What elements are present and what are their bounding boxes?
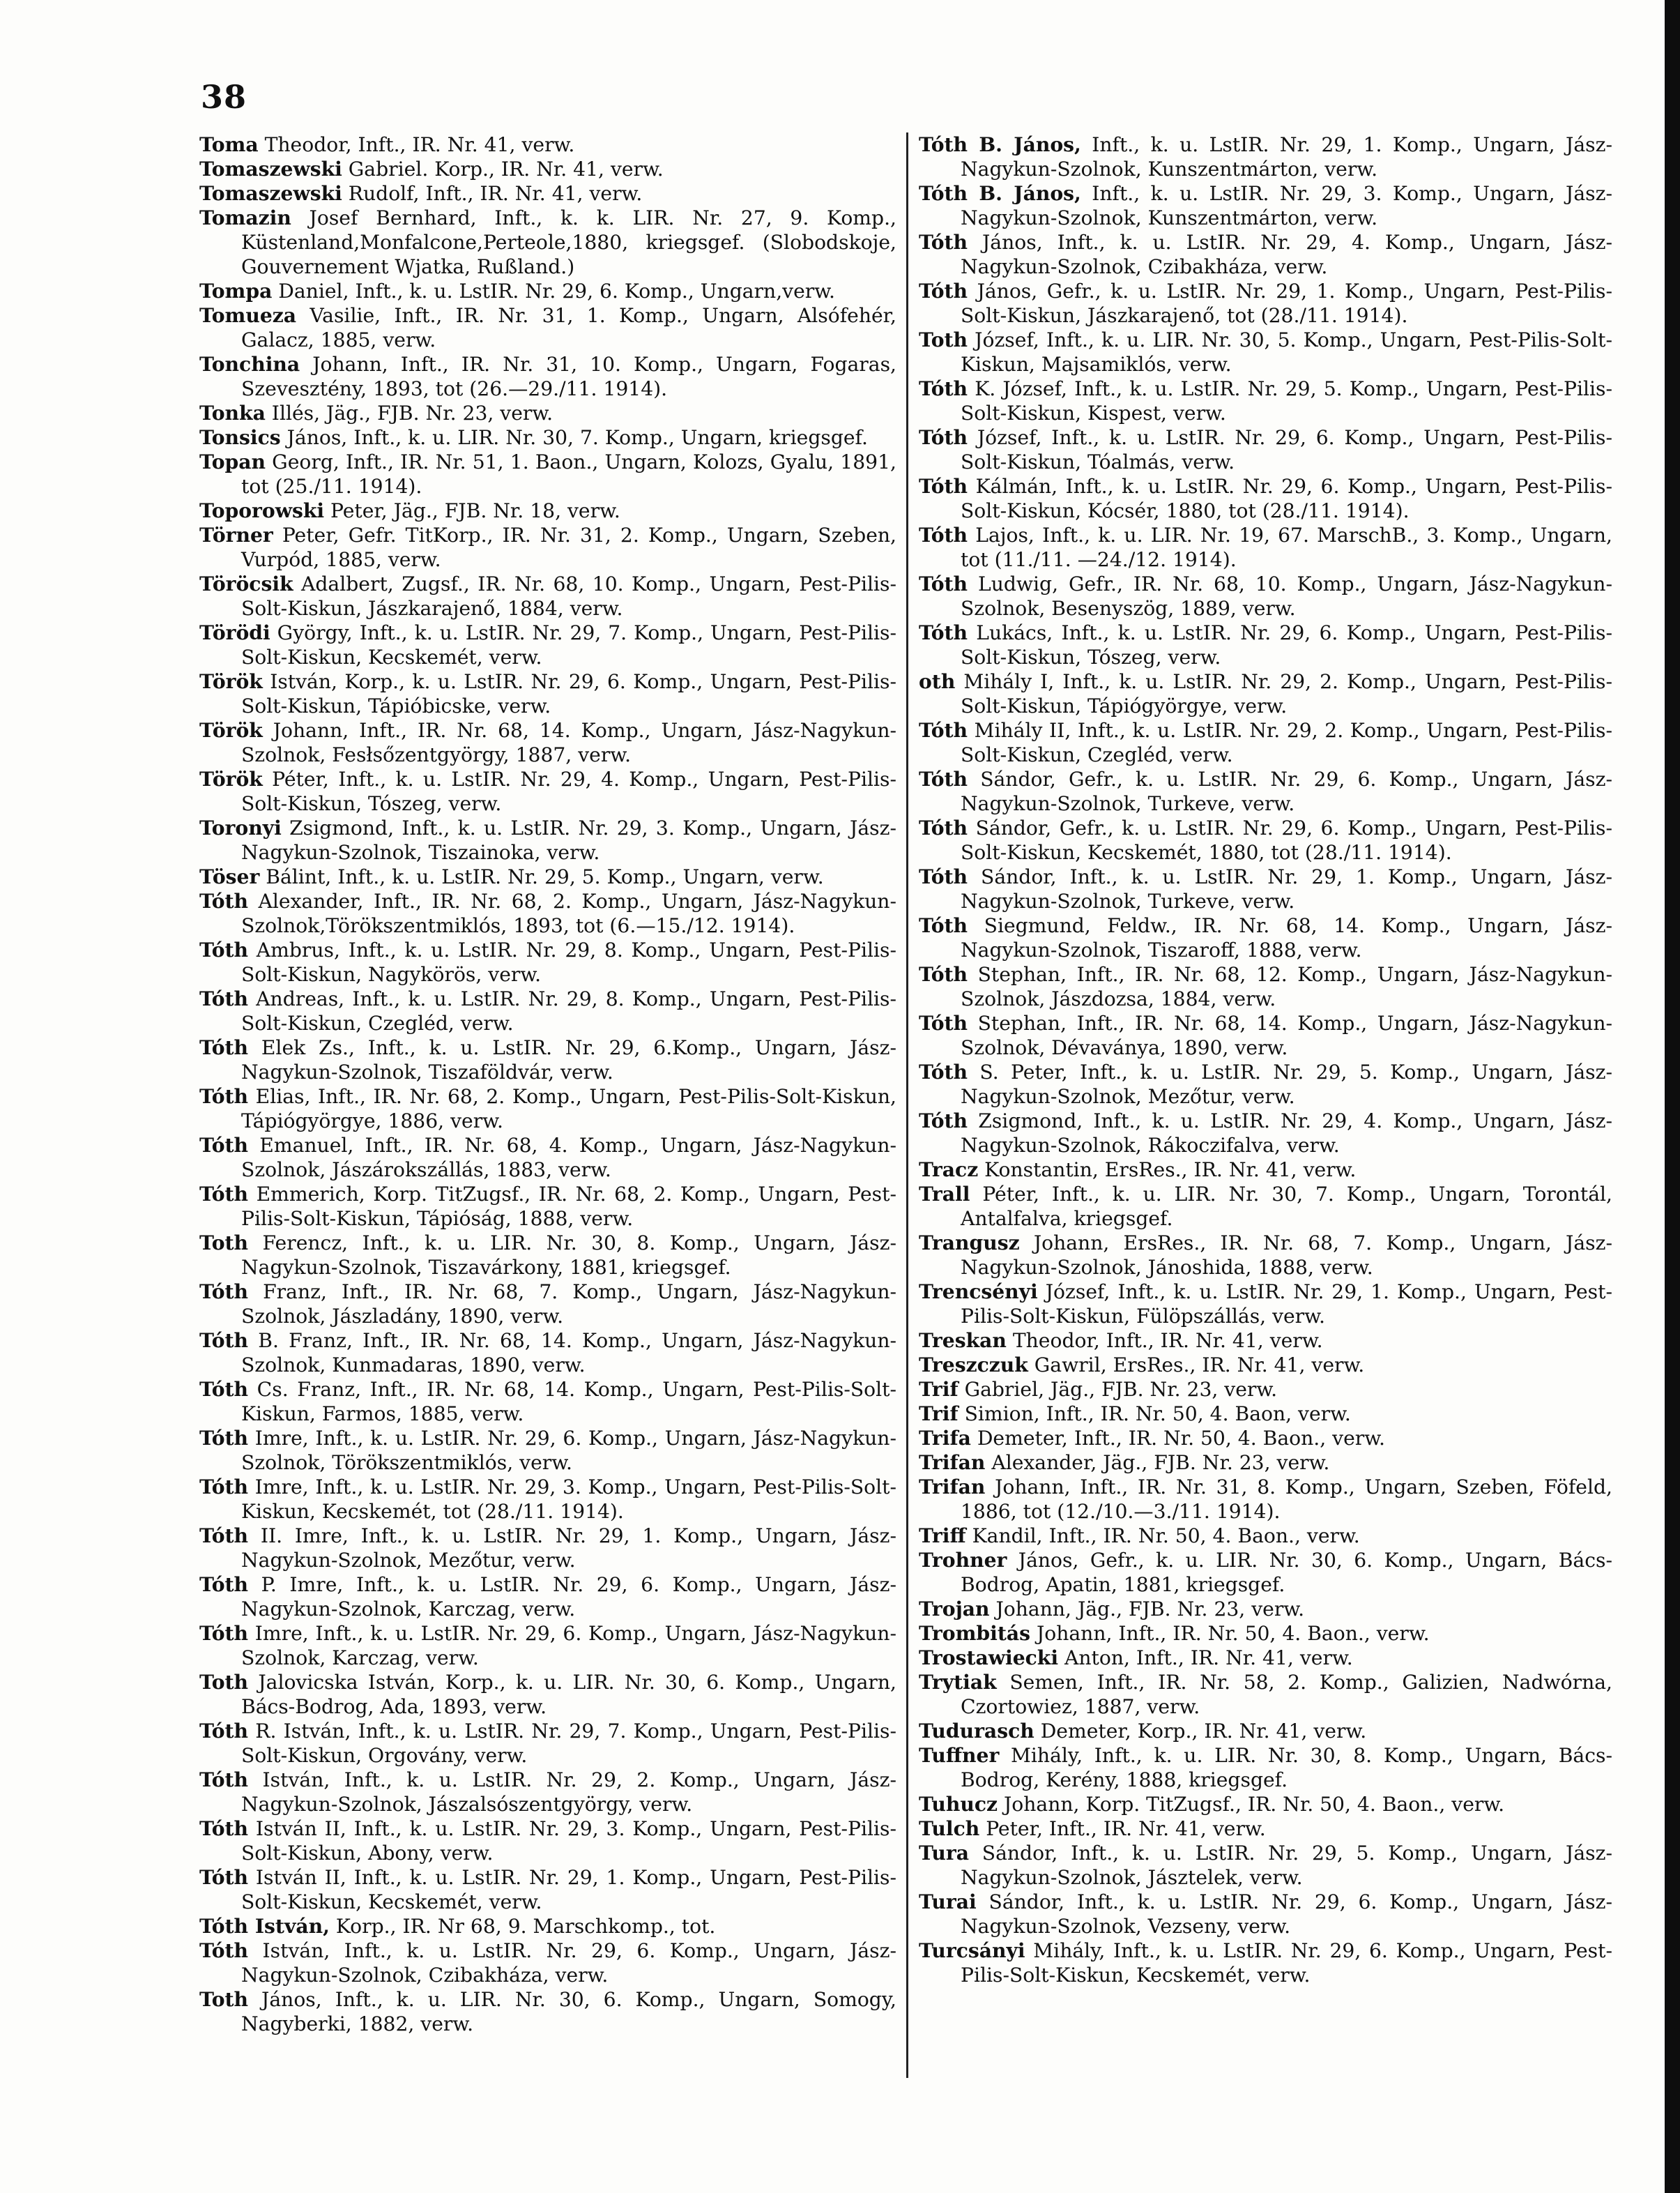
entry-details: Franz, Inft., IR. Nr. 68, 7. Komp., Ungarn, Jász-Nagykun-Szolnok, Jászladány, 1890, verw. (241, 1280, 896, 1328)
entry-details: Peter, Inft., IR. Nr. 41, verw. (979, 1817, 1266, 1840)
entry-surname: Tóth (199, 1036, 249, 1059)
entry-details: Daniel, Inft., k. u. LstIR. Nr. 29, 6. Komp., Ungarn,verw. (272, 280, 835, 303)
register-entry (199, 279, 896, 303)
entry-details: Sándor, Inft., k. u. LstIR. Nr. 29, 5. Komp., Ungarn, Jász-Nagykun-Szolnok, Jásztelek, verw. (961, 1842, 1612, 1889)
entry-surname: Tóth (199, 1085, 249, 1108)
entry-details: Konstantin, ErsRes., IR. Nr. 41, verw. (978, 1158, 1357, 1181)
entry-details: Ferencz, Inft., k. u. LIR. Nr. 30, 8. Komp., Ungarn, Jász-Nagykun-Szolnok, Tiszavárkony, 1881, kriegsgef. (241, 1231, 896, 1279)
register-entry (919, 474, 1612, 523)
register-entry (919, 1719, 1612, 1743)
register-entry (199, 352, 896, 401)
entry-surname: Trifan (919, 1475, 986, 1498)
entry-surname: Tóth (199, 939, 249, 962)
register-entry (919, 1890, 1612, 1938)
entry-surname: Tura (919, 1842, 969, 1865)
register-entry (919, 1060, 1612, 1109)
entry-details: Mihály II, Inft., k. u. LstIR. Nr. 29, 2. Komp., Ungarn, Pest-Pilis-Solt-Kiskun, Czegléd, verw. (961, 719, 1612, 766)
register-entry (199, 1182, 896, 1231)
entry-surname: Trifan (919, 1451, 986, 1474)
register-entry (199, 987, 896, 1035)
entry-surname: Tóth (919, 719, 968, 742)
entry-details: Sándor, Inft., k. u. LstIR. Nr. 29, 6. Komp., Ungarn, Jász-Nagykun-Szolnok, Vezseny, verw. (961, 1890, 1612, 1938)
entry-surname: Trall (919, 1183, 970, 1206)
entry-details: Lajos, Inft., k. u. LIR. Nr. 19, 67. MarschB., 3. Komp., Ungarn, tot (11./11. —24./12. 1914). (961, 524, 1612, 571)
register-entry (199, 889, 896, 938)
register-entry (919, 1328, 1612, 1353)
entry-surname: Tóth (199, 1622, 249, 1645)
entry-surname: Tóth (919, 621, 968, 644)
register-entry (919, 1402, 1612, 1426)
entry-details: Inft., k. u. LstIR. Nr. 29, 3. Komp., Ungarn, Jász-Nagykun-Szolnok, Kunszentmárton, verw. (961, 182, 1612, 229)
entry-surname: Tomaszewski (199, 182, 342, 205)
register-entry (199, 572, 896, 621)
register-entry (919, 669, 1612, 718)
entry-surname: Treszczuk (919, 1353, 1028, 1376)
register-entry (919, 962, 1612, 1011)
register-entry (199, 523, 896, 572)
register-entry (199, 1231, 896, 1280)
entry-surname: Tóth (919, 817, 968, 840)
entry-details: Péter, Inft., k. u. LIR. Nr. 30, 7. Komp., Ungarn, Torontál, Antalfalva, kriegsgef. (961, 1183, 1612, 1230)
register-entry (199, 767, 896, 816)
entry-details: István, Korp., k. u. LstIR. Nr. 29, 6. Komp., Ungarn, Pest-Pilis-Solt-Kiskun, Tápióbicske, verw. (241, 670, 896, 718)
entry-surname: Trif (919, 1378, 959, 1401)
entry-surname: Turai (919, 1890, 977, 1913)
register-entry (919, 1670, 1612, 1719)
entry-details: János, Gefr., k. u. LstIR. Nr. 29, 1. Komp., Ungarn, Pest-Pilis-Solt-Kiskun, Jászkarajenő, tot (28./11. 1914). (961, 280, 1612, 327)
entry-surname: Treskan (919, 1329, 1007, 1352)
register-entry (919, 1109, 1612, 1158)
register-entry (199, 303, 896, 352)
register-entry (919, 913, 1612, 962)
entry-surname: Tóth (199, 1475, 249, 1498)
register-entry (199, 1621, 896, 1670)
entry-surname: Toporowski (199, 499, 325, 522)
entry-surname: Turcsányi (919, 1939, 1025, 1962)
register-entry (199, 401, 896, 425)
entry-surname: Tóth (199, 1768, 249, 1791)
entry-surname: oth (919, 670, 956, 693)
register-entry (199, 816, 896, 865)
entry-details: Siegmund, Feldw., IR. Nr. 68, 14. Komp., Ungarn, Jász-Nagykun-Szolnok, Tiszaroff, 1888, verw. (961, 914, 1612, 962)
register-entry (199, 450, 896, 499)
register-entry (919, 1841, 1612, 1890)
register-entry (199, 1035, 896, 1084)
entry-surname: Toma (199, 133, 259, 156)
entry-surname: Tomueza (199, 304, 297, 327)
entry-surname: Tóth (919, 1061, 968, 1084)
register-entry (199, 1572, 896, 1621)
entry-surname: Tompa (199, 280, 273, 303)
register-entry (919, 572, 1612, 621)
entry-surname: Tóth (199, 1939, 249, 1962)
register-entry (199, 1084, 896, 1133)
entry-surname: Topan (199, 450, 266, 473)
entry-details: János, Inft., k. u. LIR. Nr. 30, 6. Komp., Ungarn, Somogy, Nagyberki, 1882, verw. (241, 1988, 896, 2035)
entry-surname: Trombitás (919, 1622, 1030, 1645)
entry-surname: Tóth (199, 1280, 249, 1303)
entry-details: Josef Bernhard, Inft., k. k. LIR. Nr. 27, 9. Komp., Küstenland,Monfalcone,Perteole,1880, kriegsgef. (Slobodskoje, Gouvernement Wjatka, Rußland.) (241, 206, 896, 278)
entry-details: Stephan, Inft., IR. Nr. 68, 14. Komp., Ungarn, Jász-Nagykun-Szolnok, Dévaványa, 1890, verw. (961, 1012, 1612, 1059)
entry-surname: Tóth (199, 1329, 249, 1352)
entry-surname: Tonka (199, 402, 266, 425)
entry-details: Johann, Inft., IR. Nr. 50, 4. Baon., verw. (1030, 1622, 1430, 1645)
register-entry (199, 1938, 896, 1987)
register-entry (919, 1646, 1612, 1670)
entry-details: Zsigmond, Inft., k. u. LstIR. Nr. 29, 4. Komp., Ungarn, Jász-Nagykun-Szolnok, Rákoczifalva, verw. (961, 1109, 1612, 1157)
entry-details: Péter, Inft., k. u. LstIR. Nr. 29, 4. Komp., Ungarn, Pest-Pilis-Solt-Kiskun, Tószeg, verw. (241, 768, 896, 815)
register-entry (919, 1597, 1612, 1621)
left-column (199, 132, 896, 2036)
entry-details: Elias, Inft., IR. Nr. 68, 2. Komp., Ungarn, Pest-Pilis-Solt-Kiskun, Tápiógyörgye, 1886, verw. (241, 1085, 896, 1132)
entry-surname: Tóth (919, 426, 968, 449)
entry-details: Emmerich, Korp. TitZugsf., IR. Nr. 68, 2. Komp., Ungarn, Pest-Pilis-Solt-Kiskun, Tápióság, 1888, verw. (241, 1183, 896, 1230)
entry-surname: Török (199, 670, 263, 693)
register-entry (919, 1475, 1612, 1524)
register-entry (199, 1670, 896, 1719)
entry-details: Peter, Gefr. TitKorp., IR. Nr. 31, 2. Komp., Ungarn, Szeben, Vurpód, 1885, verw. (241, 524, 896, 571)
entry-surname: Tuffner (919, 1744, 1000, 1767)
register-entry (199, 1816, 896, 1865)
entry-details: Imre, Inft., k. u. LstIR. Nr. 29, 6. Komp., Ungarn, Jász-Nagykun-Szolnok, Törökszentmiklós, verw. (241, 1427, 896, 1474)
entry-surname: Toth (199, 1231, 249, 1254)
register-entry (199, 1475, 896, 1524)
entry-surname: Tóth (199, 1524, 249, 1547)
entry-surname: Tóth (199, 1427, 249, 1450)
register-entry (919, 1524, 1612, 1548)
entry-details: B. Franz, Inft., IR. Nr. 68, 14. Komp., Ungarn, Jász-Nagykun-Szolnok, Kunmadaras, 1890, verw. (241, 1329, 896, 1376)
entry-details: Gawril, ErsRes., IR. Nr. 41, verw. (1028, 1353, 1365, 1376)
entry-details: Demeter, Inft., IR. Nr. 50, 4. Baon., verw. (970, 1427, 1385, 1450)
register-entry (919, 816, 1612, 865)
register-entry (919, 132, 1612, 181)
entry-details: Emanuel, Inft., IR. Nr. 68, 4. Komp., Ungarn, Jász-Nagykun-Szolnok, Jászárokszállás, 1883, verw. (241, 1134, 896, 1181)
entry-surname: Tóth (919, 865, 968, 888)
register-entry (919, 1377, 1612, 1402)
entry-surname: Tóth (919, 475, 968, 498)
register-entry (919, 1743, 1612, 1792)
entry-details: Johann, Inft., IR. Nr. 31, 8. Komp., Ungarn, Szeben, Föfeld, 1886, tot (12./10.—3./11. 1914). (961, 1475, 1612, 1523)
entry-surname: Töröcsik (199, 572, 293, 595)
register-entry (919, 1158, 1612, 1182)
entry-details: Stephan, Inft., IR. Nr. 68, 12. Komp., Ungarn, Jász-Nagykun-Szolnok, Jászdozsa, 1884, verw. (961, 963, 1612, 1010)
register-entry (199, 1328, 896, 1377)
register-entry (919, 328, 1612, 377)
register-entry (199, 1865, 896, 1914)
register-entry (919, 1426, 1612, 1450)
register-entry (199, 499, 896, 523)
entry-details: S. Peter, Inft., k. u. LstIR. Nr. 29, 5. Komp., Ungarn, Jász-Nagykun-Szolnok, Mezőtur, verw. (961, 1061, 1612, 1108)
entry-details: Jalovicska István, Korp., k. u. LIR. Nr. 30, 6. Komp., Ungarn, Bács-Bodrog, Ada, 1893, verw. (241, 1671, 896, 1718)
register-entry (199, 206, 896, 279)
entry-details: Adalbert, Zugsf., IR. Nr. 68, 10. Komp., Ungarn, Pest-Pilis-Solt-Kiskun, Jászkarajenő, 1884, verw. (241, 572, 896, 620)
entry-details: Georg, Inft., IR. Nr. 51, 1. Baon., Ungarn, Kolozs, Gyalu, 1891, tot (25./11. 1914). (241, 450, 896, 498)
register-entry (199, 1524, 896, 1572)
entry-details: R. István, Inft., k. u. LstIR. Nr. 29, 7. Komp., Ungarn, Pest-Pilis-Solt-Kiskun, Orgovány, verw. (241, 1720, 896, 1767)
entry-surname: Toth (199, 1988, 249, 2011)
entry-surname: Tóth (199, 1183, 249, 1206)
register-entry (919, 1353, 1612, 1377)
entry-details: Theodor, Inft., IR. Nr. 41, verw. (1006, 1329, 1323, 1352)
register-entry (199, 1914, 896, 1938)
entry-details: István II, Inft., k. u. LstIR. Nr. 29, 3. Komp., Ungarn, Pest-Pilis-Solt-Kiskun, Abony, verw. (241, 1817, 896, 1865)
entry-surname: Tudurasch (919, 1720, 1034, 1743)
register-entry (199, 1280, 896, 1328)
entry-details: István II, Inft., k. u. LstIR. Nr. 29, 1. Komp., Ungarn, Pest-Pilis-Solt-Kiskun, Kecskemét, verw. (241, 1866, 896, 1913)
entry-surname: Toth (919, 328, 968, 351)
entry-surname: Trif (919, 1402, 959, 1425)
register-entry (919, 1621, 1612, 1646)
entry-details: Vasilie, Inft., IR. Nr. 31, 1. Komp., Ungarn, Alsófehér, Galacz, 1885, verw. (241, 304, 896, 351)
entry-details: Kálmán, Inft., k. u. LstIR. Nr. 29, 6. Komp., Ungarn, Pest-Pilis-Solt-Kiskun, Kócsér, 1880, tot (28./11. 1914). (961, 475, 1612, 522)
register-entry (919, 1231, 1612, 1280)
entry-surname: Tuhucz (919, 1793, 998, 1816)
entry-details: Demeter, Korp., IR. Nr. 41, verw. (1034, 1720, 1367, 1743)
entry-surname: Tóth (919, 1012, 968, 1035)
entry-details: József, Inft., k. u. LstIR. Nr. 29, 6. Komp., Ungarn, Pest-Pilis-Solt-Kiskun, Tóalmás, verw. (961, 426, 1612, 473)
register-entry (199, 718, 896, 767)
register-entry (199, 1133, 896, 1182)
register-entry (919, 1280, 1612, 1328)
register-entry (199, 621, 896, 669)
entry-surname: Törödi (199, 621, 270, 644)
entry-surname: Trytiak (919, 1671, 997, 1694)
entry-details: Gabriel, Jäg., FJB. Nr. 23, verw. (958, 1378, 1278, 1401)
register-entry (199, 865, 896, 889)
entry-surname: Tóth (199, 1866, 249, 1889)
entry-surname: Török (199, 719, 263, 742)
register-entry (919, 1548, 1612, 1597)
register-entry (199, 1987, 896, 2036)
entry-surname: Tomazin (199, 206, 291, 229)
entry-details: Ambrus, Inft., k. u. LstIR. Nr. 29, 8. Komp., Ungarn, Pest-Pilis-Solt-Kiskun, Nagykörös, verw. (241, 939, 896, 986)
entry-details: János, Gefr., k. u. LIR. Nr. 30, 6. Komp., Ungarn, Bács-Bodrog, Apatin, 1881, kriegsgef. (961, 1549, 1612, 1596)
entry-details: Sándor, Gefr., k. u. LstIR. Nr. 29, 6. Komp., Ungarn, Jász-Nagykun-Szolnok, Turkeve, verw. (961, 768, 1612, 815)
entry-details: Johann, Inft., IR. Nr. 31, 10. Komp., Ungarn, Fogaras, Szevesztény, 1893, tot (26.—29./11. 1914). (241, 353, 896, 400)
entry-details: P. Imre, Inft., k. u. LstIR. Nr. 29, 6. Komp., Ungarn, Jász-Nagykun-Szolnok, Karczag, verw. (241, 1573, 896, 1621)
register-entry (199, 1768, 896, 1816)
entry-surname: Tóth István, (199, 1915, 330, 1938)
entry-surname: Tóth B. János, (919, 182, 1081, 205)
entry-surname: Tóth (919, 963, 968, 986)
entry-surname: Trohner (919, 1549, 1007, 1572)
entry-surname: Trencsényi (919, 1280, 1038, 1303)
entry-surname: Törner (199, 524, 273, 547)
right-column (919, 132, 1612, 1987)
register-entry (919, 1792, 1612, 1816)
entry-details: Johann, Jäg., FJB. Nr. 23, verw. (989, 1598, 1305, 1621)
register-entry (919, 230, 1612, 279)
register-entry (199, 157, 896, 181)
entry-details: Andreas, Inft., k. u. LstIR. Nr. 29, 8. Komp., Ungarn, Pest-Pilis-Solt-Kiskun, Czegléd, verw. (241, 987, 896, 1035)
register-entry (199, 669, 896, 718)
entry-details: Lukács, Inft., k. u. LstIR. Nr. 29, 6. Komp., Ungarn, Pest-Pilis-Solt-Kiskun, Tószeg, verw. (961, 621, 1612, 669)
entry-details: Gabriel. Korp., IR. Nr. 41, verw. (342, 158, 664, 181)
entry-surname: Török (199, 768, 263, 791)
entry-surname: Tóth (919, 572, 968, 595)
entry-surname: Tonsics (199, 426, 281, 449)
entry-details: Peter, Jäg., FJB. Nr. 18, verw. (324, 499, 620, 522)
entry-surname: Tóth (199, 1817, 249, 1840)
register-entry (919, 1938, 1612, 1987)
entry-surname: Tracz (919, 1158, 979, 1181)
entry-surname: Triff (919, 1524, 966, 1547)
scan-edge (1665, 0, 1680, 2193)
entry-surname: Tóth (919, 231, 968, 254)
entry-details: Korp., IR. Nr 68, 9. Marschkomp., tot. (329, 1915, 716, 1938)
entry-surname: Tonchina (199, 353, 300, 376)
column-divider (906, 132, 908, 2078)
entry-details: Anton, Inft., IR. Nr. 41, verw. (1058, 1646, 1353, 1669)
entry-surname: Tóth (199, 1378, 249, 1401)
entry-details: István, Inft., k. u. LstIR. Nr. 29, 6. Komp., Ungarn, Jász-Nagykun-Szolnok, Czibakháza, verw. (241, 1939, 896, 1987)
register-entry (199, 1426, 896, 1475)
entry-details: István, Inft., k. u. LstIR. Nr. 29, 2. Komp., Ungarn, Jász-Nagykun-Szolnok, Jászalsószentgyörgy, verw. (241, 1768, 896, 1816)
entry-surname: Tóth (199, 890, 249, 913)
entry-surname: Tóth (199, 1573, 249, 1596)
entry-details: József, Inft., k. u. LstIR. Nr. 29, 1. Komp., Ungarn, Pest-Pilis-Solt-Kiskun, Fülöpszállás, verw. (961, 1280, 1612, 1328)
register-entry (919, 377, 1612, 425)
entry-details: Mihály, Inft., k. u. LstIR. Nr. 29, 6. Komp., Ungarn, Pest-Pilis-Solt-Kiskun, Kecskemét, verw. (961, 1939, 1612, 1987)
entry-details: Alexander, Inft., IR. Nr. 68, 2. Komp., Ungarn, Jász-Nagykun-Szolnok,Törökszentmiklós, 1893, tot (6.—15./12. 1914). (241, 890, 896, 937)
register-entry (199, 1377, 896, 1426)
entry-details: Alexander, Jäg., FJB. Nr. 23, verw. (985, 1451, 1330, 1474)
register-entry (919, 621, 1612, 669)
entry-details: Zsigmond, Inft., k. u. LstIR. Nr. 29, 3. Komp., Ungarn, Jász-Nagykun-Szolnok, Tiszainoka, verw. (241, 817, 896, 864)
entry-details: Elek Zs., Inft., k. u. LstIR. Nr. 29, 6.Komp., Ungarn, Jász-Nagykun-Szolnok, Tiszaföldvár, verw. (241, 1036, 896, 1084)
entry-details: Sándor, Inft., k. u. LstIR. Nr. 29, 1. Komp., Ungarn, Jász-Nagykun-Szolnok, Turkeve, verw. (961, 865, 1612, 913)
register-entry (199, 1719, 896, 1768)
register-entry (919, 1816, 1612, 1841)
register-entry (199, 938, 896, 987)
register-entry (919, 1011, 1612, 1060)
register-entry (919, 181, 1612, 230)
entry-details: Illés, Jäg., FJB. Nr. 23, verw. (265, 402, 553, 425)
entry-surname: Trifa (919, 1427, 971, 1450)
entry-surname: Tóth (199, 1134, 249, 1157)
entry-details: Mihály, Inft., k. u. LIR. Nr. 30, 8. Komp., Ungarn, Bács-Bodrog, Kerény, 1888, kriegsgef. (961, 1744, 1612, 1791)
entry-surname: Tóth (919, 914, 968, 937)
entry-details: Sándor, Gefr., k. u. LstIR. Nr. 29, 6. Komp., Ungarn, Pest-Pilis-Solt-Kiskun, Kecskemét, 1880, tot (28./11. 1914). (961, 817, 1612, 864)
entry-details: K. József, Inft., k. u. LstIR. Nr. 29, 5. Komp., Ungarn, Pest-Pilis-Solt-Kiskun, Kispest, verw. (961, 377, 1612, 425)
register-entry (199, 181, 896, 206)
entry-details: Rudolf, Inft., IR. Nr. 41, verw. (342, 182, 643, 205)
entry-details: Simion, Inft., IR. Nr. 50, 4. Baon, verw. (958, 1402, 1351, 1425)
register-entry (919, 718, 1612, 767)
entry-surname: Tóth (199, 987, 249, 1010)
entry-surname: Toronyi (199, 817, 282, 840)
register-entry (199, 425, 896, 450)
entry-surname: Toth (199, 1671, 249, 1694)
page-number: 38 (201, 78, 247, 116)
entry-details: Mihály I, Inft., k. u. LstIR. Nr. 29, 2. Komp., Ungarn, Pest-Pilis-Solt-Kiskun, Tápiógyörgye, verw. (955, 670, 1612, 718)
register-entry (919, 425, 1612, 474)
register-entry (199, 132, 896, 157)
entry-surname: Tóth (919, 280, 968, 303)
register-entry (919, 767, 1612, 816)
entry-details: Cs. Franz, Inft., IR. Nr. 68, 14. Komp., Ungarn, Pest-Pilis-Solt-Kiskun, Farmos, 1885, verw. (241, 1378, 896, 1425)
entry-surname: Tomaszewski (199, 158, 342, 181)
entry-surname: Tóth (919, 377, 968, 400)
register-entry (919, 523, 1612, 572)
entry-surname: Tóth (199, 1720, 249, 1743)
register-entry (919, 865, 1612, 913)
entry-details: Semen, Inft., IR. Nr. 58, 2. Komp., Galizien, Nadwórna, Czortowiez, 1887, verw. (961, 1671, 1612, 1718)
entry-details: Imre, Inft., k. u. LstIR. Nr. 29, 3. Komp., Ungarn, Pest-Pilis-Solt-Kiskun, Kecskemét, tot (28./11. 1914). (241, 1475, 896, 1523)
entry-details: Bálint, Inft., k. u. LstIR. Nr. 29, 5. Komp., Ungarn, verw. (259, 865, 824, 888)
entry-details: Kandil, Inft., IR. Nr. 50, 4. Baon., verw. (965, 1524, 1360, 1547)
entry-details: Ludwig, Gefr., IR. Nr. 68, 10. Komp., Ungarn, Jász-Nagykun-Szolnok, Besenyszög, 1889, verw. (961, 572, 1612, 620)
register-entry (919, 1182, 1612, 1231)
entry-surname: Töser (199, 865, 260, 888)
entry-details: Theodor, Inft., IR. Nr. 41, verw. (258, 133, 575, 156)
register-entry (919, 279, 1612, 328)
entry-details: Johann, ErsRes., IR. Nr. 68, 7. Komp., Ungarn, Jász-Nagykun-Szolnok, Jánoshida, 1888, verw. (961, 1231, 1612, 1279)
entry-details: János, Inft., k. u. LstIR. Nr. 29, 4. Komp., Ungarn, Jász-Nagykun-Szolnok, Czibakháza, verw. (961, 231, 1612, 278)
entry-details: II. Imre, Inft., k. u. LstIR. Nr. 29, 1. Komp., Ungarn, Jász-Nagykun-Szolnok, Mezőtur, verw. (241, 1524, 896, 1572)
entry-surname: Tulch (919, 1817, 980, 1840)
entry-details: Imre, Inft., k. u. LstIR. Nr. 29, 6. Komp., Ungarn, Jász-Nagykun-Szolnok, Karczag, verw. (241, 1622, 896, 1669)
entry-surname: Trostawiecki (919, 1646, 1059, 1669)
register-entry (919, 1450, 1612, 1475)
entry-surname: Tóth (919, 524, 968, 547)
entry-surname: Tóth (919, 768, 968, 791)
entry-surname: Tóth (919, 1109, 968, 1132)
entry-details: Johann, Korp. TitZugsf., IR. Nr. 50, 4. Baon., verw. (998, 1793, 1505, 1816)
entry-details: György, Inft., k. u. LstIR. Nr. 29, 7. Komp., Ungarn, Pest-Pilis-Solt-Kiskun, Kecskemét, verw. (241, 621, 896, 669)
entry-details: Johann, Inft., IR. Nr. 68, 14. Komp., Ungarn, Jász-Nagykun-Szolnok, Fesłsőzentgyörgy, 1887, verw. (241, 719, 896, 766)
entry-surname: Tóth B. János, (919, 133, 1081, 156)
entry-surname: Trojan (919, 1598, 990, 1621)
entry-details: János, Inft., k. u. LIR. Nr. 30, 7. Komp., Ungarn, kriegsgef. (280, 426, 868, 449)
entry-details: Inft., k. u. LstIR. Nr. 29, 1. Komp., Ungarn, Jász-Nagykun-Szolnok, Kunszentmárton, verw. (961, 133, 1612, 181)
entry-details: József, Inft., k. u. LIR. Nr. 30, 5. Komp., Ungarn, Pest-Pilis-Solt-Kiskun, Majsamiklós, verw. (961, 328, 1612, 376)
entry-surname: Trangusz (919, 1231, 1020, 1254)
